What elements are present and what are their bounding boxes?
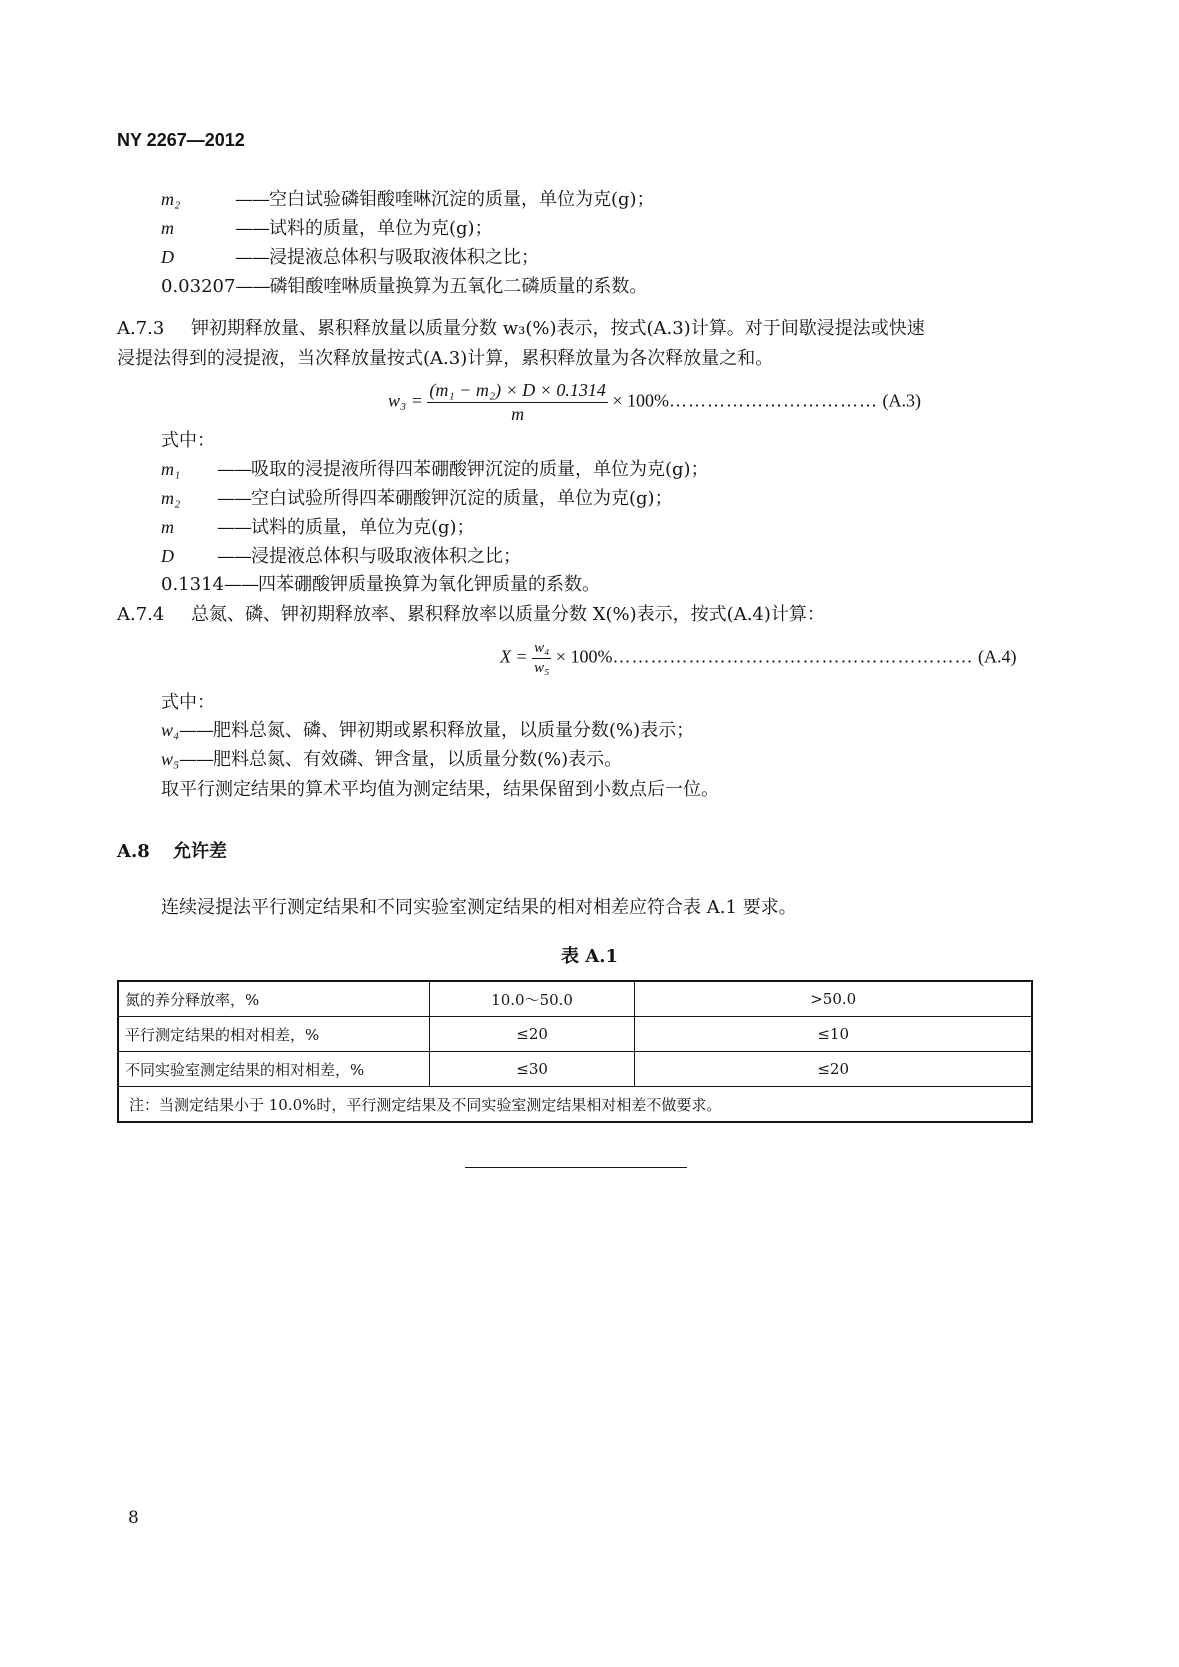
clause-text-line2: 浸提法得到的浸提液，当次释放量按式(A.3)计算，累积释放量为各次释放量之和。 (117, 348, 774, 369)
tolerance-table (117, 980, 1033, 1123)
clause-number: A.7.3 (117, 318, 165, 339)
where-label: 式中： (161, 692, 215, 713)
symbol: m₁ (161, 459, 181, 479)
symbol: m (161, 517, 174, 537)
dash: —— (217, 459, 251, 480)
definition-text: 空白试验所得四苯硼酸钾沉淀的质量，单位为克(g)； (251, 488, 673, 509)
definition-row (161, 746, 622, 772)
result-note: 取平行测定结果的算术平均值为测定结果，结果保留到小数点后一位。 (161, 779, 719, 800)
definition-text: 试料的质量，单位为克(g)； (251, 517, 475, 538)
definition-text: 吸取的浸提液所得四苯硼酸钾沉淀的质量，单位为克(g)； (251, 459, 709, 480)
definition-text: 试料的质量，单位为克(g)； (269, 218, 493, 239)
page-number: 8 (128, 1508, 139, 1528)
clause-a73 (117, 316, 925, 342)
table-note-row (118, 1087, 1032, 1123)
definition-row (161, 572, 600, 598)
clause-text-line1: 钾初期释放量、累积释放量以质量分数 w₃(%)表示，按式(A.3)计算。对于间歇浸提法或快速 (191, 318, 925, 339)
definition-row (161, 717, 694, 743)
section-title: 允许差 (173, 841, 227, 862)
definition-row (161, 485, 673, 511)
definition-row (161, 244, 539, 270)
symbol: m₂ (161, 189, 181, 209)
fraction (532, 640, 551, 677)
definition-text: 浸提液总体积与吸取液体积之比； (269, 247, 539, 268)
dash: —— (235, 276, 270, 297)
definition-text: 空白试验磷钼酸喹啉沉淀的质量，单位为克(g)； (269, 189, 655, 210)
symbol: w₄ (161, 720, 180, 740)
table-cell: 不同实验室测定结果的相对相差，% (118, 1052, 429, 1087)
table-cell: 氮的养分释放率，% (118, 981, 429, 1017)
dash: —— (235, 218, 269, 239)
definition-row (161, 186, 655, 212)
definition-text: 浸提液总体积与吸取液体积之比； (251, 546, 521, 567)
definition-text: 磷钼酸喹啉质量换算为五氧化二磷质量的系数。 (269, 276, 648, 297)
dash: —— (179, 720, 213, 741)
symbol: D (161, 247, 174, 267)
dash: —— (223, 574, 258, 595)
numerator: (m₁ − m₂) × D × 0.1314 (427, 380, 607, 403)
table-caption: 表 A.1 (560, 946, 619, 967)
end-rule (465, 1167, 687, 1168)
equation-label: (A.3) (882, 390, 922, 411)
definition-row (161, 215, 493, 241)
denominator: m (511, 404, 525, 424)
dot-leader: ………………………………………………… (612, 646, 974, 667)
symbol: D (161, 546, 174, 566)
formula-a3 (388, 380, 921, 425)
formula-lhs: X = (500, 646, 528, 667)
formula-rhs: × 100% (555, 646, 613, 667)
fraction (427, 380, 607, 425)
dash: —— (235, 189, 269, 210)
dash: —— (217, 517, 251, 538)
standard-number: NY 2267—2012 (117, 130, 245, 150)
dot-leader: …………………………… (669, 390, 879, 411)
section-a8-heading (117, 837, 227, 863)
dash: —— (217, 488, 251, 509)
symbol: 0.1314 (161, 574, 224, 595)
symbol: m₂ (161, 488, 181, 508)
definition-text: 肥料总氮、有效磷、钾含量，以质量分数(%)表示。 (213, 749, 623, 770)
numerator: w₄ (532, 640, 551, 659)
symbol: w₅ (161, 749, 180, 769)
table-cell: ≤20 (429, 1017, 635, 1052)
definition-row (161, 543, 521, 569)
dash: —— (179, 749, 213, 770)
definition-row (161, 274, 647, 300)
table-row (118, 1017, 1032, 1052)
where-label: 式中： (161, 430, 215, 451)
table-cell: 10.0～50.0 (429, 981, 635, 1017)
table-cell: ≤30 (429, 1052, 635, 1087)
symbol: m (161, 218, 174, 238)
clause-a74 (117, 602, 825, 628)
dash: —— (235, 247, 269, 268)
table-cell: ≤20 (635, 1052, 1032, 1087)
formula-lhs: w₃ = (388, 390, 423, 411)
denominator: w₅ (534, 660, 550, 676)
section-a8-text: 连续浸提法平行测定结果和不同实验室测定结果的相对相差应符合表 A.1 要求。 (161, 897, 797, 918)
definition-row (161, 456, 709, 482)
formula-rhs: × 100% (612, 390, 670, 411)
table-row (118, 981, 1032, 1017)
formula-a4 (500, 640, 1017, 677)
table-cell: 平行测定结果的相对相差，% (118, 1017, 429, 1052)
symbol: 0.03207 (161, 276, 236, 297)
table-note: 注：当测定结果小于 10.0%时，平行测定结果及不同实验室测定结果相对相差不做要求。 (118, 1087, 1032, 1123)
equation-label: (A.4) (978, 646, 1017, 667)
clause-number: A.7.4 (117, 604, 165, 625)
table-cell: >50.0 (635, 981, 1032, 1017)
section-number: A.8 (117, 841, 150, 862)
dash: —— (217, 546, 251, 567)
table-row (118, 1052, 1032, 1087)
definition-text: 肥料总氮、磷、钾初期或累积释放量，以质量分数(%)表示； (213, 720, 695, 741)
definition-row (161, 514, 475, 540)
table-cell: ≤10 (635, 1017, 1032, 1052)
definition-text: 四苯硼酸钾质量换算为氧化钾质量的系数。 (257, 574, 600, 595)
clause-text: 总氮、磷、钾初期释放率、累积释放率以质量分数 X(%)表示，按式(A.4)计算： (191, 604, 825, 625)
